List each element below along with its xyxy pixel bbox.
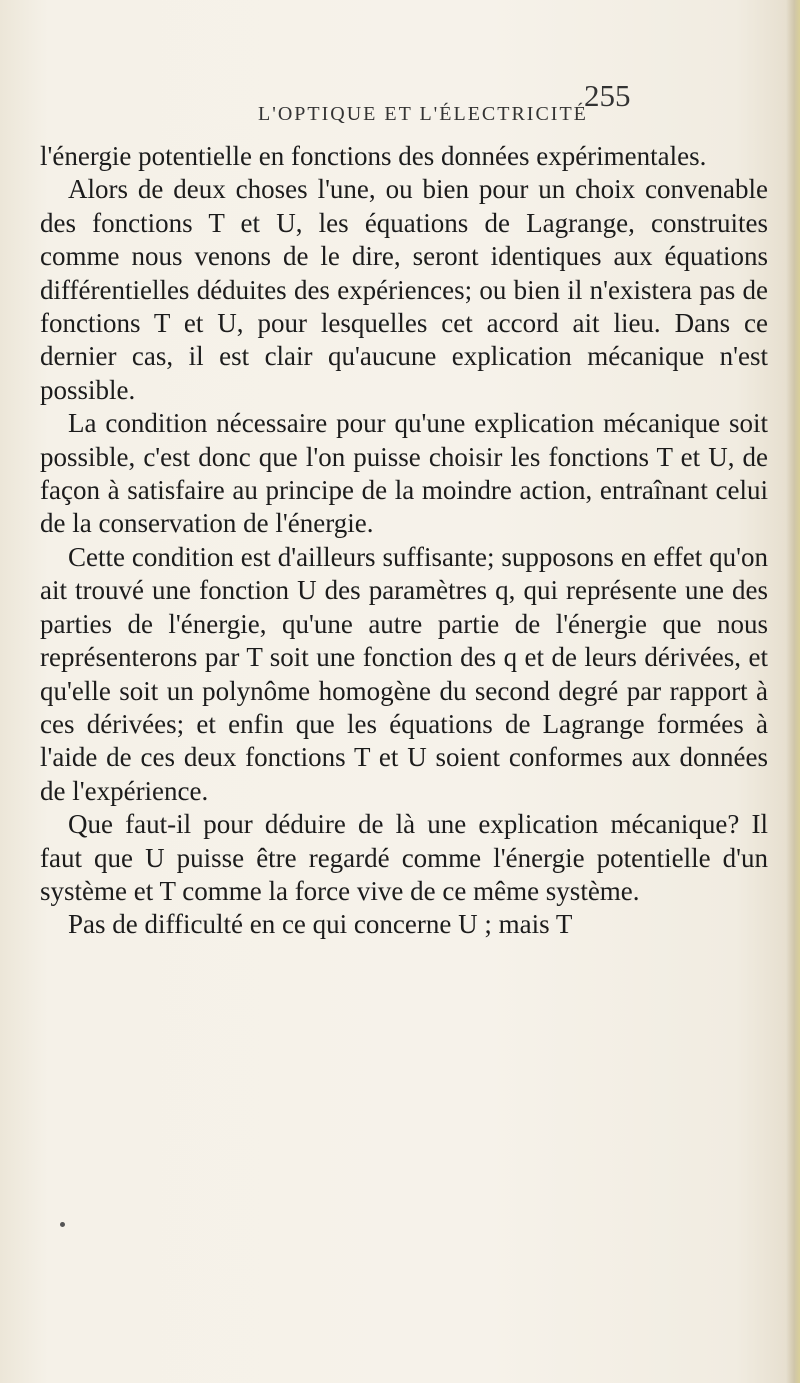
- paragraph-2: Alors de deux choses l'une, ou bien pour un choix convenable des fonctions T et U, les équations de Lagrange, construites comme nous venons de le dire, seront identiques aux équations différentielles déduites des expériences; ou bien il n'existera pas de fonctions T et U, pour lesquelles cet accord ait lieu. Dans ce dernier cas, il est clair qu'aucune explication mécanique n'est possible.: [40, 174, 768, 405]
- paragraph-1: l'énergie potentielle en fonctions des données expérimentales.: [40, 141, 707, 171]
- paragraph-6: Pas de difficulté en ce qui concerne U ; mais T: [68, 909, 573, 940]
- paragraph-3: La condition nécessaire pour qu'une explication mécanique soit possible, c'est donc que l'on puisse choisir les fonctions T et U, de façon à satisfaire au principe de la moindre action, entraînant celui de la conservation de l'énergie.: [40, 408, 768, 539]
- body-text: [40, 140, 768, 942]
- ink-mark: [60, 1222, 65, 1227]
- page-edge-shadow: [786, 0, 800, 1383]
- page-number: 255: [584, 78, 631, 113]
- paragraph-5: Que faut-il pour déduire de là une explication mécanique? Il faut que U puisse être regardé comme l'énergie potentielle d'un système et T comme la force vive de ce même système.: [40, 809, 768, 906]
- running-head: L'OPTIQUE ET L'ÉLECTRICITÉ: [258, 103, 588, 125]
- paragraph-4: Cette condition est d'ailleurs suffisante; supposons en effet qu'on ait trouvé une fonction U des paramètres q, qui représente une des parties de l'énergie, qu'une autre partie de l'énergie que nous représenterons par T soit une fonction des q et de leurs dérivées, et qu'elle soit un polynôme homogène du second degré par rapport à ces dérivées; et enfin que les équations de Lagrange formées à l'aide de ces deux fonctions T et U soient conformes aux données de l'expérience.: [40, 541, 768, 806]
